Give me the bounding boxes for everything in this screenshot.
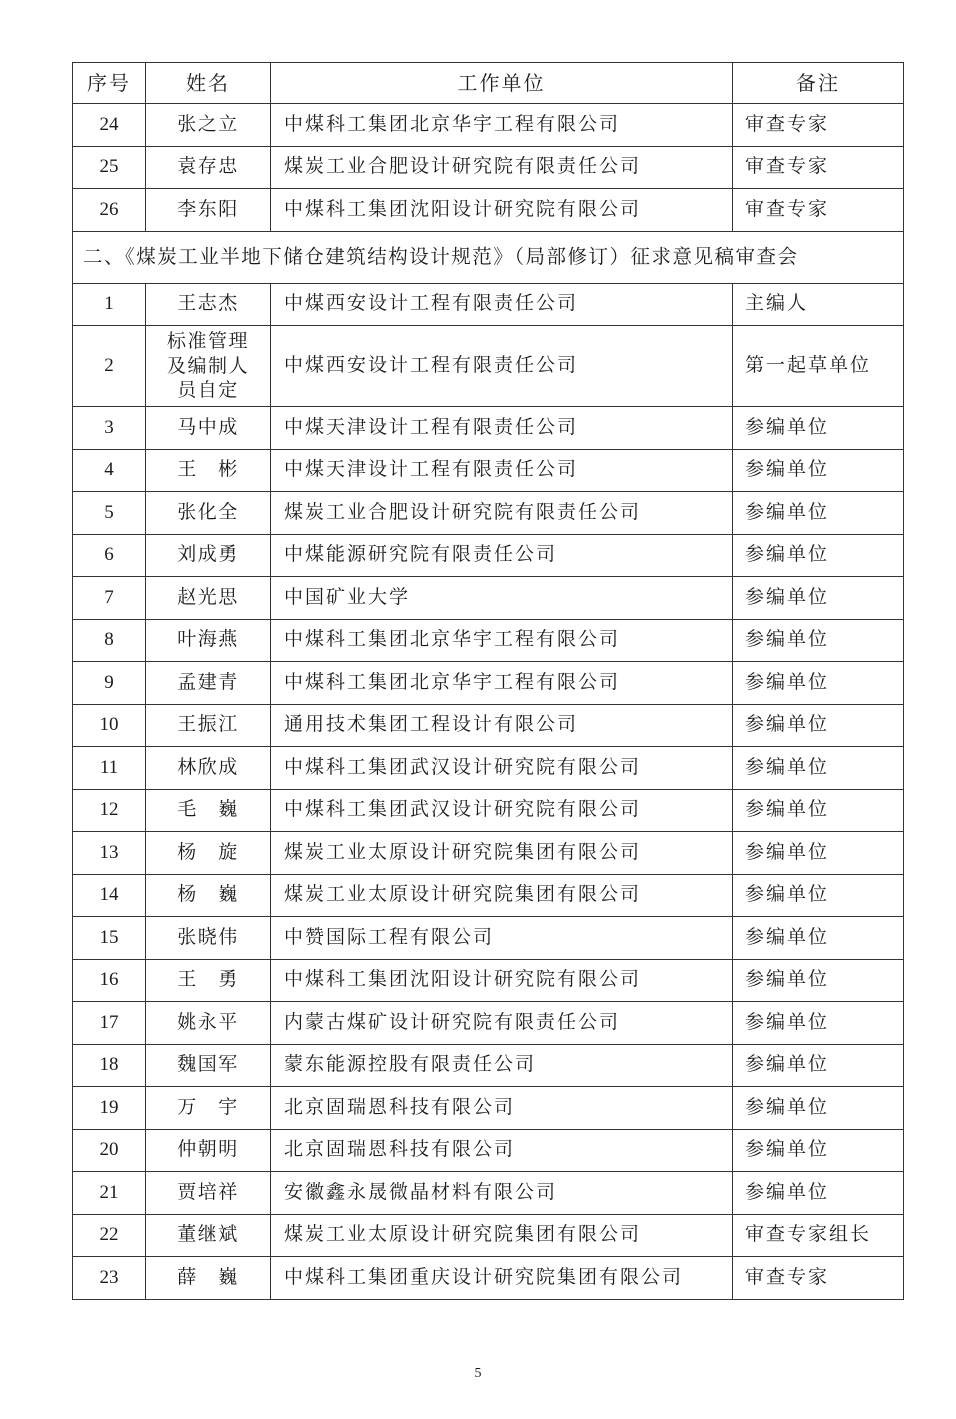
table-row — [73, 747, 904, 790]
row-name: 王志杰 — [146, 283, 271, 326]
row-number: 8 — [73, 619, 146, 662]
row-number: 12 — [73, 789, 146, 832]
table-row — [73, 704, 904, 747]
row-number: 25 — [73, 146, 146, 189]
row-number: 15 — [73, 917, 146, 960]
table-row — [73, 189, 904, 232]
table-row — [73, 534, 904, 577]
row-number: 16 — [73, 959, 146, 1002]
row-number: 19 — [73, 1087, 146, 1130]
row-unit: 中煤科工集团北京华宇工程有限公司 — [271, 662, 733, 705]
row-note: 审查专家组长 — [733, 1214, 904, 1257]
row-note: 参编单位 — [733, 704, 904, 747]
row-name: 李东阳 — [146, 189, 271, 232]
row-name: 袁存忠 — [146, 146, 271, 189]
row-note: 参编单位 — [733, 492, 904, 535]
row-unit: 通用技术集团工程设计有限公司 — [271, 704, 733, 747]
row-note: 参编单位 — [733, 747, 904, 790]
row-unit: 中煤科工集团北京华宇工程有限公司 — [271, 104, 733, 147]
row-number: 26 — [73, 189, 146, 232]
row-number: 9 — [73, 662, 146, 705]
row-unit: 煤炭工业太原设计研究院集团有限公司 — [271, 832, 733, 875]
row-note: 参编单位 — [733, 1087, 904, 1130]
row-unit: 中煤能源研究院有限责任公司 — [271, 534, 733, 577]
row-unit: 北京固瑞恩科技有限公司 — [271, 1087, 733, 1130]
table-row — [73, 1002, 904, 1045]
row-name: 万 宇 — [146, 1087, 271, 1130]
row-note: 参编单位 — [733, 1129, 904, 1172]
header-no: 序号 — [73, 63, 146, 104]
row-number: 2 — [73, 326, 146, 407]
row-unit: 煤炭工业太原设计研究院集团有限公司 — [271, 1214, 733, 1257]
table-row — [73, 1087, 904, 1130]
table-row — [73, 1214, 904, 1257]
row-unit: 安徽鑫永晟微晶材料有限公司 — [271, 1172, 733, 1215]
table-row — [73, 283, 904, 326]
row-number: 18 — [73, 1044, 146, 1087]
row-name: 张之立 — [146, 104, 271, 147]
row-unit: 中煤天津设计工程有限责任公司 — [271, 407, 733, 450]
row-name: 杨 旋 — [146, 832, 271, 875]
row-note: 参编单位 — [733, 619, 904, 662]
row-unit: 中国矿业大学 — [271, 577, 733, 620]
row-note: 审查专家 — [733, 189, 904, 232]
row-unit: 蒙东能源控股有限责任公司 — [271, 1044, 733, 1087]
table-row — [73, 1172, 904, 1215]
row-note: 参编单位 — [733, 534, 904, 577]
table-row — [73, 1129, 904, 1172]
table-row — [73, 619, 904, 662]
row-note: 参编单位 — [733, 407, 904, 450]
row-unit: 中煤科工集团武汉设计研究院有限公司 — [271, 747, 733, 790]
page-number: 5 — [474, 1366, 482, 1381]
row-note: 主编人 — [733, 283, 904, 326]
row-number: 22 — [73, 1214, 146, 1257]
row-note: 参编单位 — [733, 789, 904, 832]
row-number: 11 — [73, 747, 146, 790]
table-row — [73, 449, 904, 492]
row-number: 6 — [73, 534, 146, 577]
table-row — [73, 577, 904, 620]
row-number: 13 — [73, 832, 146, 875]
row-name: 叶海燕 — [146, 619, 271, 662]
row-unit: 中煤西安设计工程有限责任公司 — [271, 283, 733, 326]
participant-table — [72, 62, 904, 1300]
row-note: 参编单位 — [733, 662, 904, 705]
table-row — [73, 832, 904, 875]
header-name: 姓名 — [146, 63, 271, 104]
row-name: 马中成 — [146, 407, 271, 450]
row-note: 参编单位 — [733, 874, 904, 917]
row-number: 4 — [73, 449, 146, 492]
row-number: 10 — [73, 704, 146, 747]
row-note: 第一起草单位 — [733, 326, 904, 407]
row-number: 24 — [73, 104, 146, 147]
row-name: 杨 巍 — [146, 874, 271, 917]
row-note: 审查专家 — [733, 146, 904, 189]
table-row — [73, 146, 904, 189]
row-note: 审查专家 — [733, 104, 904, 147]
row-note: 参编单位 — [733, 959, 904, 1002]
table-row — [73, 104, 904, 147]
row-name: 王振江 — [146, 704, 271, 747]
row-number: 20 — [73, 1129, 146, 1172]
row-name: 魏国军 — [146, 1044, 271, 1087]
section-row — [73, 231, 904, 283]
row-name: 贾培祥 — [146, 1172, 271, 1215]
row-unit: 中煤科工集团沈阳设计研究院有限公司 — [271, 959, 733, 1002]
table-header-row — [73, 63, 904, 104]
row-note: 参编单位 — [733, 1002, 904, 1045]
row-unit: 中煤科工集团沈阳设计研究院有限公司 — [271, 189, 733, 232]
table-row — [73, 662, 904, 705]
header-note: 备注 — [733, 63, 904, 104]
row-name: 薛 巍 — [146, 1257, 271, 1300]
table-body-before — [73, 104, 904, 232]
row-unit: 北京固瑞恩科技有限公司 — [271, 1129, 733, 1172]
row-unit: 内蒙古煤矿设计研究院有限责任公司 — [271, 1002, 733, 1045]
row-number: 1 — [73, 283, 146, 326]
row-note: 参编单位 — [733, 577, 904, 620]
row-number: 21 — [73, 1172, 146, 1215]
row-unit: 中煤科工集团重庆设计研究院集团有限公司 — [271, 1257, 733, 1300]
table-row — [73, 407, 904, 450]
row-unit: 中赞国际工程有限公司 — [271, 917, 733, 960]
row-name: 林欣成 — [146, 747, 271, 790]
row-unit: 中煤天津设计工程有限责任公司 — [271, 449, 733, 492]
table-row — [73, 789, 904, 832]
row-number: 3 — [73, 407, 146, 450]
table-body-after — [73, 283, 904, 1299]
row-note: 参编单位 — [733, 449, 904, 492]
row-name: 张化全 — [146, 492, 271, 535]
row-unit: 煤炭工业太原设计研究院集团有限公司 — [271, 874, 733, 917]
row-name: 毛 巍 — [146, 789, 271, 832]
row-name: 王 勇 — [146, 959, 271, 1002]
row-unit: 中煤科工集团北京华宇工程有限公司 — [271, 619, 733, 662]
row-name: 仲朝明 — [146, 1129, 271, 1172]
row-name: 王 彬 — [146, 449, 271, 492]
row-unit: 中煤科工集团武汉设计研究院有限公司 — [271, 789, 733, 832]
table-row — [73, 917, 904, 960]
row-name: 姚永平 — [146, 1002, 271, 1045]
row-note: 参编单位 — [733, 1172, 904, 1215]
row-name: 孟建青 — [146, 662, 271, 705]
table-row — [73, 959, 904, 1002]
table-row — [73, 1044, 904, 1087]
section-title: 二、《煤炭工业半地下储仓建筑结构设计规范》（局部修订）征求意见稿审查会 — [73, 231, 904, 283]
row-number: 7 — [73, 577, 146, 620]
table-row — [73, 326, 904, 407]
row-number: 17 — [73, 1002, 146, 1045]
row-number: 5 — [73, 492, 146, 535]
row-name: 赵光思 — [146, 577, 271, 620]
row-unit: 煤炭工业合肥设计研究院有限责任公司 — [271, 146, 733, 189]
row-number: 23 — [73, 1257, 146, 1300]
row-note: 审查专家 — [733, 1257, 904, 1300]
table-row — [73, 874, 904, 917]
row-note: 参编单位 — [733, 1044, 904, 1087]
row-name: 刘成勇 — [146, 534, 271, 577]
header-unit: 工作单位 — [271, 63, 733, 104]
table-row — [73, 1257, 904, 1300]
row-unit: 中煤西安设计工程有限责任公司 — [271, 326, 733, 407]
row-unit: 煤炭工业合肥设计研究院有限责任公司 — [271, 492, 733, 535]
row-name: 标准管理及编制人员自定 — [146, 326, 271, 407]
row-name: 张晓伟 — [146, 917, 271, 960]
row-name: 董继斌 — [146, 1214, 271, 1257]
table-row — [73, 492, 904, 535]
row-number: 14 — [73, 874, 146, 917]
row-note: 参编单位 — [733, 917, 904, 960]
row-note: 参编单位 — [733, 832, 904, 875]
